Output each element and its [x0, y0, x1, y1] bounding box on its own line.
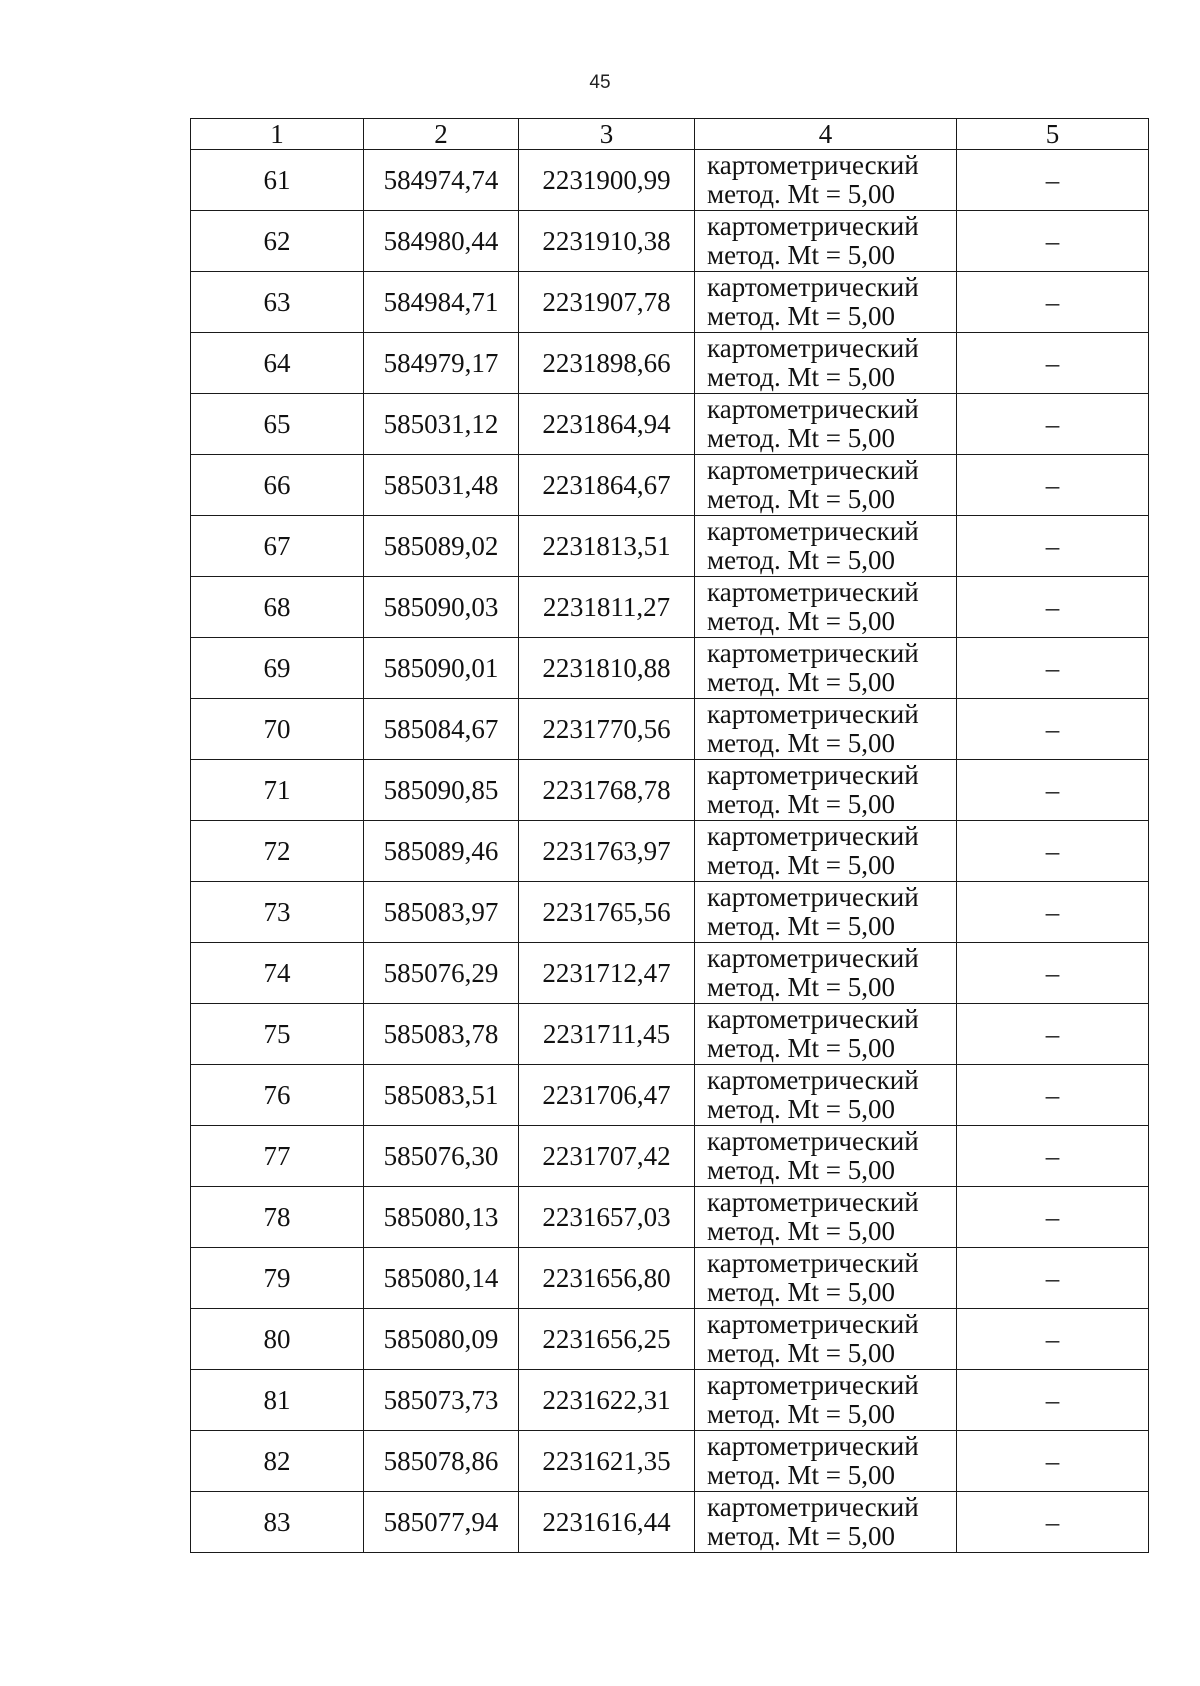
coordinate-x: 585083,51	[364, 1065, 519, 1126]
point-number: 77	[191, 1126, 364, 1187]
method-line-2: метод. Mt = 5,00	[707, 362, 895, 392]
note-cell: –	[957, 577, 1149, 638]
coordinate-x: 585090,01	[364, 638, 519, 699]
coordinate-y: 2231765,56	[519, 882, 695, 943]
note-cell: –	[957, 1065, 1149, 1126]
point-number: 68	[191, 577, 364, 638]
coordinate-y: 2231811,27	[519, 577, 695, 638]
note-cell: –	[957, 1004, 1149, 1065]
point-number: 82	[191, 1431, 364, 1492]
table-row	[191, 516, 1149, 577]
point-number: 61	[191, 150, 364, 211]
note-cell: –	[957, 394, 1149, 455]
coordinate-y: 2231616,44	[519, 1492, 695, 1553]
method-cell	[695, 1431, 957, 1492]
note-cell: –	[957, 1187, 1149, 1248]
table-row	[191, 455, 1149, 516]
table-row	[191, 1004, 1149, 1065]
note-cell: –	[957, 211, 1149, 272]
point-number: 83	[191, 1492, 364, 1553]
coordinate-y: 2231621,35	[519, 1431, 695, 1492]
table-row	[191, 1065, 1149, 1126]
method-line-1: картометрический	[707, 821, 919, 851]
page-number: 45	[589, 72, 611, 93]
coordinate-x: 585084,67	[364, 699, 519, 760]
table-row	[191, 577, 1149, 638]
table-row	[191, 1431, 1149, 1492]
method-line-2: метод. Mt = 5,00	[707, 911, 895, 941]
method-line-2: метод. Mt = 5,00	[707, 240, 895, 270]
note-cell: –	[957, 333, 1149, 394]
note-cell: –	[957, 1126, 1149, 1187]
table-row	[191, 1492, 1149, 1553]
note-cell: –	[957, 638, 1149, 699]
method-cell	[695, 943, 957, 1004]
coordinate-x: 585080,14	[364, 1248, 519, 1309]
method-line-1: картометрический	[707, 394, 919, 424]
coordinate-y: 2231656,80	[519, 1248, 695, 1309]
method-line-2: метод. Mt = 5,00	[707, 423, 895, 453]
note-cell: –	[957, 516, 1149, 577]
table-row	[191, 333, 1149, 394]
coordinate-y: 2231711,45	[519, 1004, 695, 1065]
coordinate-x: 585090,85	[364, 760, 519, 821]
method-line-1: картометрический	[707, 699, 919, 729]
method-cell	[695, 760, 957, 821]
method-line-2: метод. Mt = 5,00	[707, 1521, 895, 1551]
table-row	[191, 211, 1149, 272]
table-row	[191, 1187, 1149, 1248]
table-row	[191, 1126, 1149, 1187]
coordinate-y: 2231810,88	[519, 638, 695, 699]
method-line-1: картометрический	[707, 333, 919, 363]
method-line-1: картометрический	[707, 455, 919, 485]
point-number: 79	[191, 1248, 364, 1309]
coordinate-x: 584979,17	[364, 333, 519, 394]
point-number: 73	[191, 882, 364, 943]
method-line-2: метод. Mt = 5,00	[707, 1094, 895, 1124]
method-line-1: картометрический	[707, 943, 919, 973]
method-line-2: метод. Mt = 5,00	[707, 1216, 895, 1246]
coordinate-y: 2231707,42	[519, 1126, 695, 1187]
coordinate-x: 584984,71	[364, 272, 519, 333]
coordinate-x: 585089,02	[364, 516, 519, 577]
coordinate-x: 585089,46	[364, 821, 519, 882]
method-line-2: метод. Mt = 5,00	[707, 789, 895, 819]
point-number: 75	[191, 1004, 364, 1065]
point-number: 70	[191, 699, 364, 760]
method-line-1: картометрический	[707, 1431, 919, 1461]
table-row	[191, 699, 1149, 760]
coordinate-x: 584974,74	[364, 150, 519, 211]
point-number: 72	[191, 821, 364, 882]
method-line-1: картометрический	[707, 516, 919, 546]
coordinate-y: 2231763,97	[519, 821, 695, 882]
method-cell	[695, 394, 957, 455]
coordinate-x: 585080,09	[364, 1309, 519, 1370]
method-cell	[695, 882, 957, 943]
coordinate-x: 584980,44	[364, 211, 519, 272]
coordinate-y: 2231864,67	[519, 455, 695, 516]
method-line-1: картометрический	[707, 577, 919, 607]
table-row	[191, 760, 1149, 821]
method-cell	[695, 1187, 957, 1248]
method-line-1: картометрический	[707, 1004, 919, 1034]
coordinate-x: 585031,12	[364, 394, 519, 455]
point-number: 64	[191, 333, 364, 394]
coordinate-y: 2231910,38	[519, 211, 695, 272]
method-line-1: картометрический	[707, 638, 919, 668]
method-line-1: картометрический	[707, 1248, 919, 1278]
coordinate-y: 2231898,66	[519, 333, 695, 394]
method-line-2: метод. Mt = 5,00	[707, 667, 895, 697]
note-cell: –	[957, 1431, 1149, 1492]
method-cell	[695, 333, 957, 394]
point-number: 81	[191, 1370, 364, 1431]
note-cell: –	[957, 272, 1149, 333]
point-number: 65	[191, 394, 364, 455]
method-line-1: картометрический	[707, 1370, 919, 1400]
point-number: 69	[191, 638, 364, 699]
note-cell: –	[957, 1370, 1149, 1431]
header-col-1: 1	[191, 119, 364, 150]
method-line-2: метод. Mt = 5,00	[707, 606, 895, 636]
point-number: 67	[191, 516, 364, 577]
point-number: 62	[191, 211, 364, 272]
method-cell	[695, 1248, 957, 1309]
coordinate-x: 585083,78	[364, 1004, 519, 1065]
method-cell	[695, 1309, 957, 1370]
table-row	[191, 394, 1149, 455]
coordinate-y: 2231813,51	[519, 516, 695, 577]
method-line-2: метод. Mt = 5,00	[707, 1033, 895, 1063]
point-number: 71	[191, 760, 364, 821]
method-line-2: метод. Mt = 5,00	[707, 179, 895, 209]
method-line-2: метод. Mt = 5,00	[707, 1399, 895, 1429]
method-line-1: картометрический	[707, 1492, 919, 1522]
method-cell	[695, 1065, 957, 1126]
point-number: 63	[191, 272, 364, 333]
table-row	[191, 272, 1149, 333]
coordinate-y: 2231864,94	[519, 394, 695, 455]
table-row	[191, 882, 1149, 943]
header-col-3: 3	[519, 119, 695, 150]
note-cell: –	[957, 943, 1149, 1004]
method-line-1: картометрический	[707, 882, 919, 912]
point-number: 76	[191, 1065, 364, 1126]
point-number: 80	[191, 1309, 364, 1370]
table-row	[191, 638, 1149, 699]
method-cell	[695, 1126, 957, 1187]
method-cell	[695, 1370, 957, 1431]
table-body	[191, 150, 1149, 1553]
table-row	[191, 1370, 1149, 1431]
header-col-5: 5	[957, 119, 1149, 150]
coordinate-y: 2231712,47	[519, 943, 695, 1004]
method-cell	[695, 1492, 957, 1553]
note-cell: –	[957, 455, 1149, 516]
coordinate-x: 585076,30	[364, 1126, 519, 1187]
method-line-1: картометрический	[707, 150, 919, 180]
method-line-1: картометрический	[707, 211, 919, 241]
coordinate-x: 585076,29	[364, 943, 519, 1004]
coordinate-y: 2231907,78	[519, 272, 695, 333]
coordinate-y: 2231768,78	[519, 760, 695, 821]
coordinate-x: 585080,13	[364, 1187, 519, 1248]
point-number: 74	[191, 943, 364, 1004]
method-cell	[695, 577, 957, 638]
coordinate-x: 585078,86	[364, 1431, 519, 1492]
point-number: 78	[191, 1187, 364, 1248]
note-cell: –	[957, 821, 1149, 882]
header-row	[191, 119, 1149, 150]
coordinate-x: 585073,73	[364, 1370, 519, 1431]
note-cell: –	[957, 1492, 1149, 1553]
method-line-2: метод. Mt = 5,00	[707, 1277, 895, 1307]
header-col-4: 4	[695, 119, 957, 150]
method-line-1: картометрический	[707, 1187, 919, 1217]
coordinate-y: 2231622,31	[519, 1370, 695, 1431]
method-line-2: метод. Mt = 5,00	[707, 850, 895, 880]
note-cell: –	[957, 1309, 1149, 1370]
coordinate-y: 2231657,03	[519, 1187, 695, 1248]
method-line-2: метод. Mt = 5,00	[707, 1460, 895, 1490]
note-cell: –	[957, 150, 1149, 211]
point-number: 66	[191, 455, 364, 516]
method-cell	[695, 699, 957, 760]
method-line-2: метод. Mt = 5,00	[707, 728, 895, 758]
coordinate-y: 2231656,25	[519, 1309, 695, 1370]
method-line-1: картометрический	[707, 272, 919, 302]
note-cell: –	[957, 882, 1149, 943]
coordinates-table	[190, 118, 1149, 1553]
method-line-2: метод. Mt = 5,00	[707, 1155, 895, 1185]
table-row	[191, 943, 1149, 1004]
method-line-2: метод. Mt = 5,00	[707, 301, 895, 331]
method-line-2: метод. Mt = 5,00	[707, 1338, 895, 1368]
method-line-2: метод. Mt = 5,00	[707, 484, 895, 514]
method-line-2: метод. Mt = 5,00	[707, 972, 895, 1002]
method-cell	[695, 455, 957, 516]
method-cell	[695, 1004, 957, 1065]
coordinate-x: 585077,94	[364, 1492, 519, 1553]
note-cell: –	[957, 1248, 1149, 1309]
method-line-1: картометрический	[707, 1126, 919, 1156]
method-cell	[695, 638, 957, 699]
method-line-1: картометрический	[707, 1309, 919, 1339]
method-cell	[695, 272, 957, 333]
table-row	[191, 1248, 1149, 1309]
method-line-2: метод. Mt = 5,00	[707, 545, 895, 575]
note-cell: –	[957, 760, 1149, 821]
method-line-1: картометрический	[707, 760, 919, 790]
method-cell	[695, 211, 957, 272]
header-col-2: 2	[364, 119, 519, 150]
coordinate-x: 585090,03	[364, 577, 519, 638]
table-row	[191, 150, 1149, 211]
method-cell	[695, 821, 957, 882]
method-cell	[695, 516, 957, 577]
coordinate-x: 585083,97	[364, 882, 519, 943]
method-cell	[695, 150, 957, 211]
note-cell: –	[957, 699, 1149, 760]
method-line-1: картометрический	[707, 1065, 919, 1095]
coordinate-y: 2231770,56	[519, 699, 695, 760]
coordinate-x: 585031,48	[364, 455, 519, 516]
table-row	[191, 1309, 1149, 1370]
coordinate-y: 2231900,99	[519, 150, 695, 211]
table-row	[191, 821, 1149, 882]
coordinate-y: 2231706,47	[519, 1065, 695, 1126]
